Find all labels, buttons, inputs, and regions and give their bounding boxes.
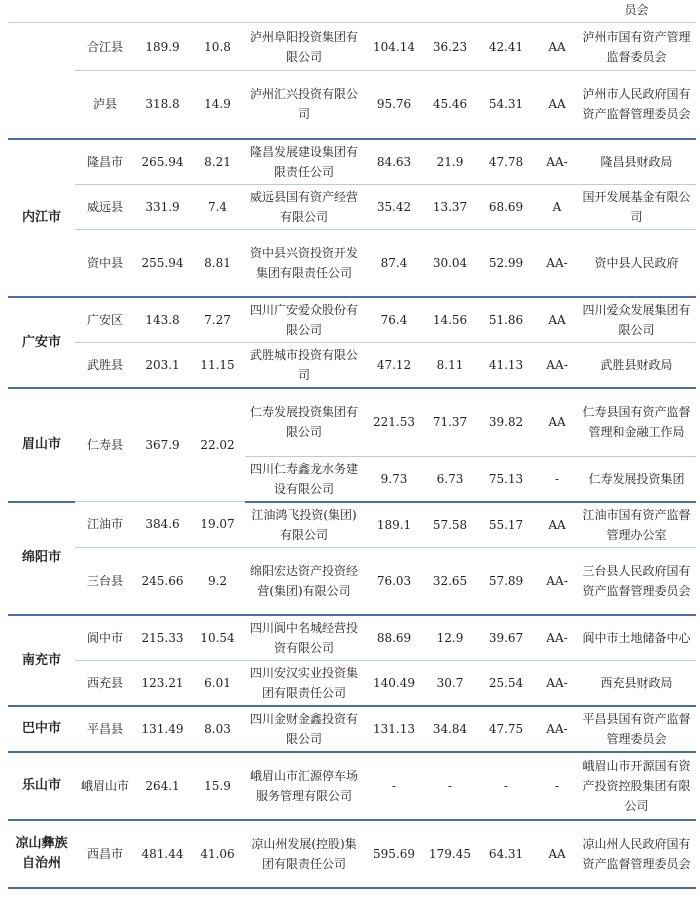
controller-cell: 凉山州人民政府国有资产监督管理委员会 bbox=[577, 820, 696, 888]
rating-cell: AA- bbox=[537, 343, 577, 389]
total-assets-cell: 88.69 bbox=[363, 615, 425, 661]
gdp-cell: 331.9 bbox=[135, 184, 190, 229]
county-cell: 武胜县 bbox=[75, 343, 135, 389]
total-assets-cell: 95.76 bbox=[363, 71, 425, 139]
controller-cell: 仁寿发展投资集团 bbox=[577, 456, 696, 502]
company-cell: 峨眉山市汇源停车场服务管理有限公司 bbox=[245, 752, 363, 820]
ratio-cell: 64.31 bbox=[475, 820, 537, 888]
gdp-cell: 189.9 bbox=[135, 23, 190, 71]
controller-cell: 西充县财政局 bbox=[577, 661, 696, 707]
equity-cell: 45.46 bbox=[425, 71, 475, 139]
equity-cell: 32.65 bbox=[425, 547, 475, 615]
ratio-cell: 39.67 bbox=[475, 615, 537, 661]
company-cell: 泸州阜阳投资集团有限公司 bbox=[245, 23, 363, 71]
budget-revenue-cell: 8.81 bbox=[190, 229, 245, 297]
county-cell: 三台县 bbox=[75, 547, 135, 615]
controller-cell: 平昌县国有资产监督管理委员会 bbox=[577, 706, 696, 752]
rating-cell: AA bbox=[537, 23, 577, 71]
table-row bbox=[8, 752, 696, 820]
table-row bbox=[8, 297, 696, 343]
gdp-cell: 265.94 bbox=[135, 139, 190, 185]
equity-cell: 12.9 bbox=[425, 615, 475, 661]
table-row bbox=[8, 23, 696, 71]
city-cell: 巴中市 bbox=[8, 706, 75, 752]
table-row bbox=[8, 343, 696, 389]
gdp-cell: 255.94 bbox=[135, 229, 190, 297]
county-cell: 西充县 bbox=[75, 661, 135, 707]
ratio-cell: 42.41 bbox=[475, 23, 537, 71]
table-row bbox=[8, 661, 696, 707]
budget-revenue-cell: 10.8 bbox=[190, 23, 245, 71]
ratio-cell: 68.69 bbox=[475, 184, 537, 229]
ratio-cell: 25.54 bbox=[475, 661, 537, 707]
controller-cell: 员会 bbox=[577, 0, 696, 23]
gdp-cell: 245.66 bbox=[135, 547, 190, 615]
total-assets-cell: 140.49 bbox=[363, 661, 425, 707]
equity-cell: 8.11 bbox=[425, 343, 475, 389]
gdp-cell: 318.8 bbox=[135, 71, 190, 139]
gdp-cell: 481.44 bbox=[135, 820, 190, 888]
table-row bbox=[8, 229, 696, 297]
lgfv-table bbox=[8, 0, 696, 889]
equity-cell: 13.37 bbox=[425, 184, 475, 229]
table-row bbox=[8, 0, 696, 23]
rating-cell: AA bbox=[537, 502, 577, 548]
county-cell: 泸县 bbox=[75, 71, 135, 139]
equity-cell: - bbox=[425, 752, 475, 820]
county-cell: 合江县 bbox=[75, 23, 135, 71]
ratio-cell: 57.89 bbox=[475, 547, 537, 615]
ratio-cell: 39.82 bbox=[475, 388, 537, 456]
gdp-cell: 143.8 bbox=[135, 297, 190, 343]
rating-cell: AA bbox=[537, 820, 577, 888]
controller-cell: 泸州市人民政府国有资产监督管理委员会 bbox=[577, 71, 696, 139]
county-cell: 西昌市 bbox=[75, 820, 135, 888]
table-row bbox=[8, 71, 696, 139]
total-assets-cell: 9.73 bbox=[363, 456, 425, 502]
ratio-cell: - bbox=[475, 752, 537, 820]
budget-revenue-cell: 22.02 bbox=[190, 388, 245, 502]
controller-cell: 泸州市国有资产管理监督委员会 bbox=[577, 23, 696, 71]
company-cell: 凉山州发展(控股)集团有限责任公司 bbox=[245, 820, 363, 888]
budget-revenue-cell: 8.03 bbox=[190, 706, 245, 752]
equity-cell: 21.9 bbox=[425, 139, 475, 185]
budget-revenue-cell: 8.21 bbox=[190, 139, 245, 185]
ratio-cell: 51.86 bbox=[475, 297, 537, 343]
gdp-cell: 123.21 bbox=[135, 661, 190, 707]
budget-revenue-cell: 11.15 bbox=[190, 343, 245, 389]
total-assets-cell: 221.53 bbox=[363, 388, 425, 456]
rating-cell: AA bbox=[537, 71, 577, 139]
city-cell bbox=[8, 23, 75, 139]
controller-cell: 四川爱众发展集团有限公司 bbox=[577, 297, 696, 343]
ratio-cell: 54.31 bbox=[475, 71, 537, 139]
budget-revenue-cell: 14.9 bbox=[190, 71, 245, 139]
ratio-cell: 47.78 bbox=[475, 139, 537, 185]
company-cell: 威远县国有资产经营有限公司 bbox=[245, 184, 363, 229]
county-cell: 隆昌市 bbox=[75, 139, 135, 185]
total-assets-cell: 76.4 bbox=[363, 297, 425, 343]
company-cell: 资中县兴资投资开发集团有限责任公司 bbox=[245, 229, 363, 297]
budget-revenue-cell: 9.2 bbox=[190, 547, 245, 615]
equity-cell: 57.58 bbox=[425, 502, 475, 548]
total-assets-cell: 131.13 bbox=[363, 706, 425, 752]
county-cell: 仁寿县 bbox=[75, 388, 135, 502]
company-cell: 武胜城市投资有限公司 bbox=[245, 343, 363, 389]
equity-cell: 36.23 bbox=[425, 23, 475, 71]
city-cell: 眉山市 bbox=[8, 388, 75, 502]
company-cell: 四川安汉实业投资集团有限责任公司 bbox=[245, 661, 363, 707]
rating-cell: AA- bbox=[537, 615, 577, 661]
budget-revenue-cell: 7.4 bbox=[190, 184, 245, 229]
budget-revenue-cell: 6.01 bbox=[190, 661, 245, 707]
county-cell: 资中县 bbox=[75, 229, 135, 297]
company-cell: 隆昌发展建设集团有限责任公司 bbox=[245, 139, 363, 185]
rating-cell: AA- bbox=[537, 706, 577, 752]
rating-cell: - bbox=[537, 752, 577, 820]
equity-cell: 34.84 bbox=[425, 706, 475, 752]
equity-cell: 14.56 bbox=[425, 297, 475, 343]
table-row bbox=[8, 184, 696, 229]
budget-revenue-cell: 19.07 bbox=[190, 502, 245, 548]
table-row bbox=[8, 388, 696, 456]
county-cell: 广安区 bbox=[75, 297, 135, 343]
table-row bbox=[8, 502, 696, 548]
budget-revenue-cell: 7.27 bbox=[190, 297, 245, 343]
rating-cell: - bbox=[537, 456, 577, 502]
rating-cell: AA- bbox=[537, 547, 577, 615]
table-body bbox=[8, 0, 696, 888]
ratio-cell: 52.99 bbox=[475, 229, 537, 297]
budget-revenue-cell: 10.54 bbox=[190, 615, 245, 661]
equity-cell: 6.73 bbox=[425, 456, 475, 502]
total-assets-cell: 35.42 bbox=[363, 184, 425, 229]
company-cell: 四川仁寿鑫龙水务建设有限公司 bbox=[245, 456, 363, 502]
company-cell: 四川金财金鑫投资有限公司 bbox=[245, 706, 363, 752]
city-cell: 乐山市 bbox=[8, 752, 75, 820]
company-cell: 江油鸿飞投资(集团)有限公司 bbox=[245, 502, 363, 548]
county-cell: 阆中市 bbox=[75, 615, 135, 661]
city-cell: 内江市 bbox=[8, 139, 75, 298]
budget-revenue-cell: 15.9 bbox=[190, 752, 245, 820]
budget-revenue-cell: 41.06 bbox=[190, 820, 245, 888]
city-cell: 广安市 bbox=[8, 297, 75, 388]
gdp-cell: 264.1 bbox=[135, 752, 190, 820]
rating-cell: AA- bbox=[537, 139, 577, 185]
total-assets-cell: 87.4 bbox=[363, 229, 425, 297]
rating-cell: A bbox=[537, 184, 577, 229]
total-assets-cell: 76.03 bbox=[363, 547, 425, 615]
gdp-cell: 215.33 bbox=[135, 615, 190, 661]
company-cell: 四川阆中名城经营投资有限公司 bbox=[245, 615, 363, 661]
county-cell: 峨眉山市 bbox=[75, 752, 135, 820]
total-assets-cell: 47.12 bbox=[363, 343, 425, 389]
table-row bbox=[8, 615, 696, 661]
equity-cell: 30.7 bbox=[425, 661, 475, 707]
equity-cell: 71.37 bbox=[425, 388, 475, 456]
rating-cell: AA bbox=[537, 297, 577, 343]
total-assets-cell: 84.63 bbox=[363, 139, 425, 185]
controller-cell: 三台县人民政府国有资产监督管理委员会 bbox=[577, 547, 696, 615]
table-row bbox=[8, 139, 696, 185]
gdp-cell: 203.1 bbox=[135, 343, 190, 389]
rating-cell: AA- bbox=[537, 661, 577, 707]
rating-cell: AA bbox=[537, 388, 577, 456]
total-assets-cell: 104.14 bbox=[363, 23, 425, 71]
gdp-cell: 367.9 bbox=[135, 388, 190, 502]
company-cell: 四川广安爱众股份有限公司 bbox=[245, 297, 363, 343]
county-cell: 江油市 bbox=[75, 502, 135, 548]
equity-cell: 179.45 bbox=[425, 820, 475, 888]
table-row bbox=[8, 820, 696, 888]
equity-cell: 30.04 bbox=[425, 229, 475, 297]
controller-cell: 仁寿县国有资产监督管理和金融工作局 bbox=[577, 388, 696, 456]
total-assets-cell: - bbox=[363, 752, 425, 820]
county-cell: 威远县 bbox=[75, 184, 135, 229]
county-cell: 平昌县 bbox=[75, 706, 135, 752]
company-cell: 仁寿发展投资集团有限公司 bbox=[245, 388, 363, 456]
controller-cell: 峨眉山市开源国有资产投资控股集团有限公司 bbox=[577, 752, 696, 820]
controller-cell: 武胜县财政局 bbox=[577, 343, 696, 389]
controller-cell: 资中县人民政府 bbox=[577, 229, 696, 297]
total-assets-cell: 189.1 bbox=[363, 502, 425, 548]
gdp-cell: 131.49 bbox=[135, 706, 190, 752]
controller-cell: 隆昌县财政局 bbox=[577, 139, 696, 185]
city-cell: 绵阳市 bbox=[8, 502, 75, 616]
company-cell: 绵阳宏达资产投资经营(集团)有限公司 bbox=[245, 547, 363, 615]
ratio-cell: 55.17 bbox=[475, 502, 537, 548]
city-cell: 凉山彝族自治州 bbox=[8, 820, 75, 888]
company-cell: 泸州汇兴投资有限公司 bbox=[245, 71, 363, 139]
table-row bbox=[8, 706, 696, 752]
controller-cell: 阆中市土地储备中心 bbox=[577, 615, 696, 661]
ratio-cell: 75.13 bbox=[475, 456, 537, 502]
table-row bbox=[8, 547, 696, 615]
city-cell: 南充市 bbox=[8, 615, 75, 706]
controller-cell: 国开发展基金有限公司 bbox=[577, 184, 696, 229]
gdp-cell: 384.6 bbox=[135, 502, 190, 548]
ratio-cell: 47.75 bbox=[475, 706, 537, 752]
controller-cell: 江油市国有资产监督管理办公室 bbox=[577, 502, 696, 548]
ratio-cell: 41.13 bbox=[475, 343, 537, 389]
rating-cell: AA- bbox=[537, 229, 577, 297]
total-assets-cell: 595.69 bbox=[363, 820, 425, 888]
